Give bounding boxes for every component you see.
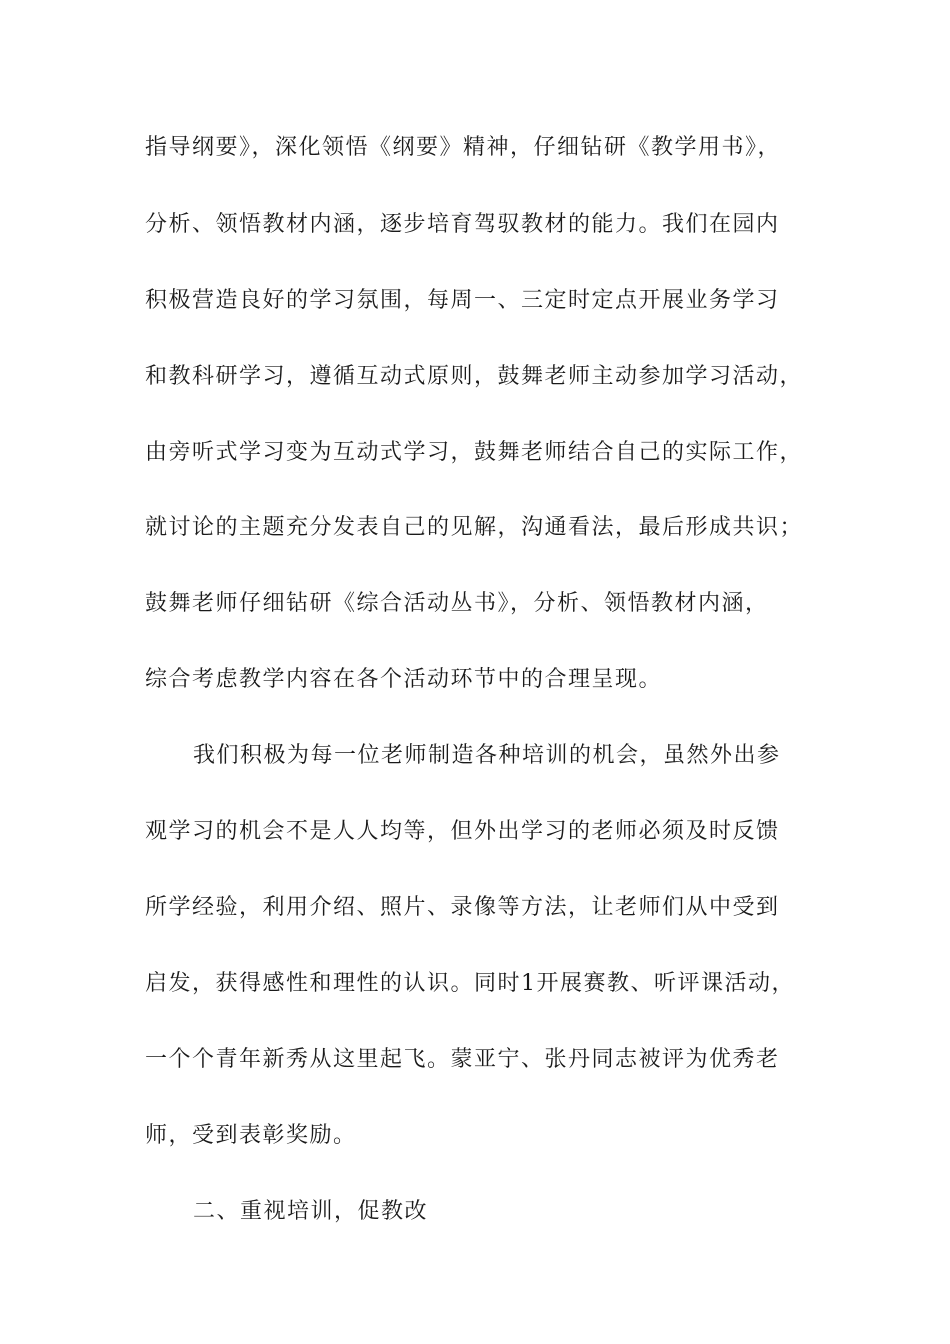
text-line-5: 由旁听式学习变为互动式学习，鼓舞老师结合自己的实际工作，	[145, 440, 804, 465]
text-line-2: 分析、领悟教材内涵，逐步培育驾驭教材的能力。我们在园内	[145, 212, 780, 237]
text-line-12: 启发，获得感性和理性的认识。同时1开展赛教、听评课活动，	[145, 971, 795, 996]
text-line-14: 师，受到表彰奖励。	[145, 1123, 357, 1148]
text-line-6: 就讨论的主题充分发表自己的见解，沟通看法，最后形成共识；	[145, 515, 804, 540]
text-line-11: 所学经验，利用介绍、照片、录像等方法，让老师们从中受到	[145, 895, 780, 920]
text-line-7: 鼓舞老师仔细钻研《综合活动丛书》，分析、领悟教材内涵，	[145, 591, 769, 616]
paragraph-start-line: 我们积极为每一位老师制造各种培训的机会，虽然外出参	[193, 743, 781, 768]
text-line-13: 一个个青年新秀从这里起飞。蒙亚宁、张丹同志被评为优秀老	[145, 1047, 780, 1072]
text-line-3: 积极营造良好的学习氛围，每周一、三定时定点开展业务学习	[145, 288, 780, 313]
text-line-4: 和教科研学习，遵循互动式原则，鼓舞老师主动参加学习活动，	[145, 364, 804, 389]
text-line-1: 指导纲要》，深化领悟《纲要》精神，仔细钻研《教学用书》，	[145, 135, 782, 160]
text-line-10: 观学习的机会不是人人均等，但外出学习的老师必须及时反馈	[145, 819, 780, 844]
text-line-8: 综合考虑教学内容在各个活动环节中的合理呈现。	[145, 667, 663, 692]
section-heading: 二、重视培训，促教改	[193, 1199, 429, 1224]
